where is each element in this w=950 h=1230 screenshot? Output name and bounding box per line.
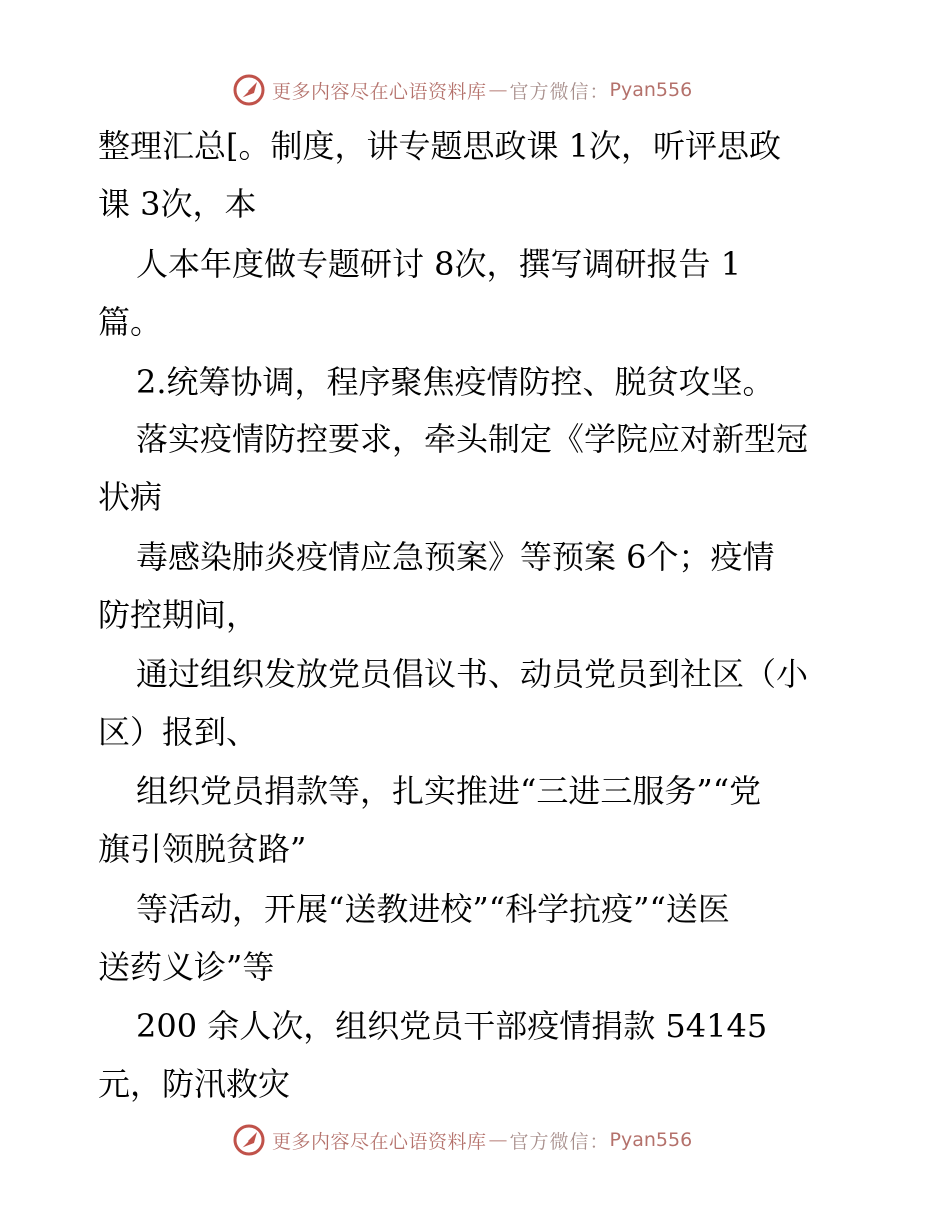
watermark-wechat-id: Pyan556 [609, 1129, 693, 1151]
body-line-6: 落实疫情防控要求，牵头制定《学院应对新型冠 [136, 420, 809, 458]
body-line-10: 通过组织发放党员倡议书、动员党员到社区（小 [136, 655, 809, 693]
header-watermark [232, 72, 692, 108]
body-line-16: 200 余人次，组织党员干部疫情捐款 54145 [136, 1007, 768, 1045]
body-line-4: 篇。 [98, 303, 163, 341]
body-line-9: 防控期间， [98, 596, 259, 634]
body-line-7: 状病 [98, 478, 163, 516]
body-line-5: 2.统筹协调，程序聚焦疫情防控、脱贫攻坚。 [136, 363, 775, 401]
body-line-2: 课 3次，本 [98, 185, 257, 223]
body-line-8: 毒感染肺炎疫情应急预案》等预案 6个；疫情 [136, 538, 775, 576]
footer-watermark [232, 1122, 692, 1158]
red-feather-pen-logo-icon [232, 1123, 266, 1157]
red-feather-pen-logo-icon [232, 73, 266, 107]
body-line-12: 组织党员捐款等，扎实推进“三进三服务”“党 [136, 772, 762, 810]
body-line-11: 区）报到、 [98, 713, 259, 751]
watermark-sub-text: 官方微信： [509, 80, 610, 103]
watermark-separator: — [488, 79, 508, 101]
body-line-13: 旗引领脱贫路” [98, 830, 307, 868]
watermark-main-text: 更多内容尽在心语资料库 [272, 1130, 487, 1153]
watermark-sub-text: 官方微信： [509, 1130, 610, 1153]
body-line-15: 送药义诊”等 [98, 948, 275, 986]
body-line-1: 整理汇总[。制度，讲专题思政课 1次，听评思政 [98, 127, 782, 165]
watermark-separator: — [488, 1129, 508, 1151]
watermark-main-text: 更多内容尽在心语资料库 [272, 80, 487, 103]
body-line-3: 人本年度做专题研讨 8次，撰写调研报告 1 [136, 245, 742, 283]
body-line-14: 等活动，开展“送教进校”“科学抗疫”“送医 [136, 890, 730, 928]
watermark-wechat-id: Pyan556 [609, 79, 693, 101]
body-line-17: 元，防汛救灾 [98, 1065, 291, 1103]
